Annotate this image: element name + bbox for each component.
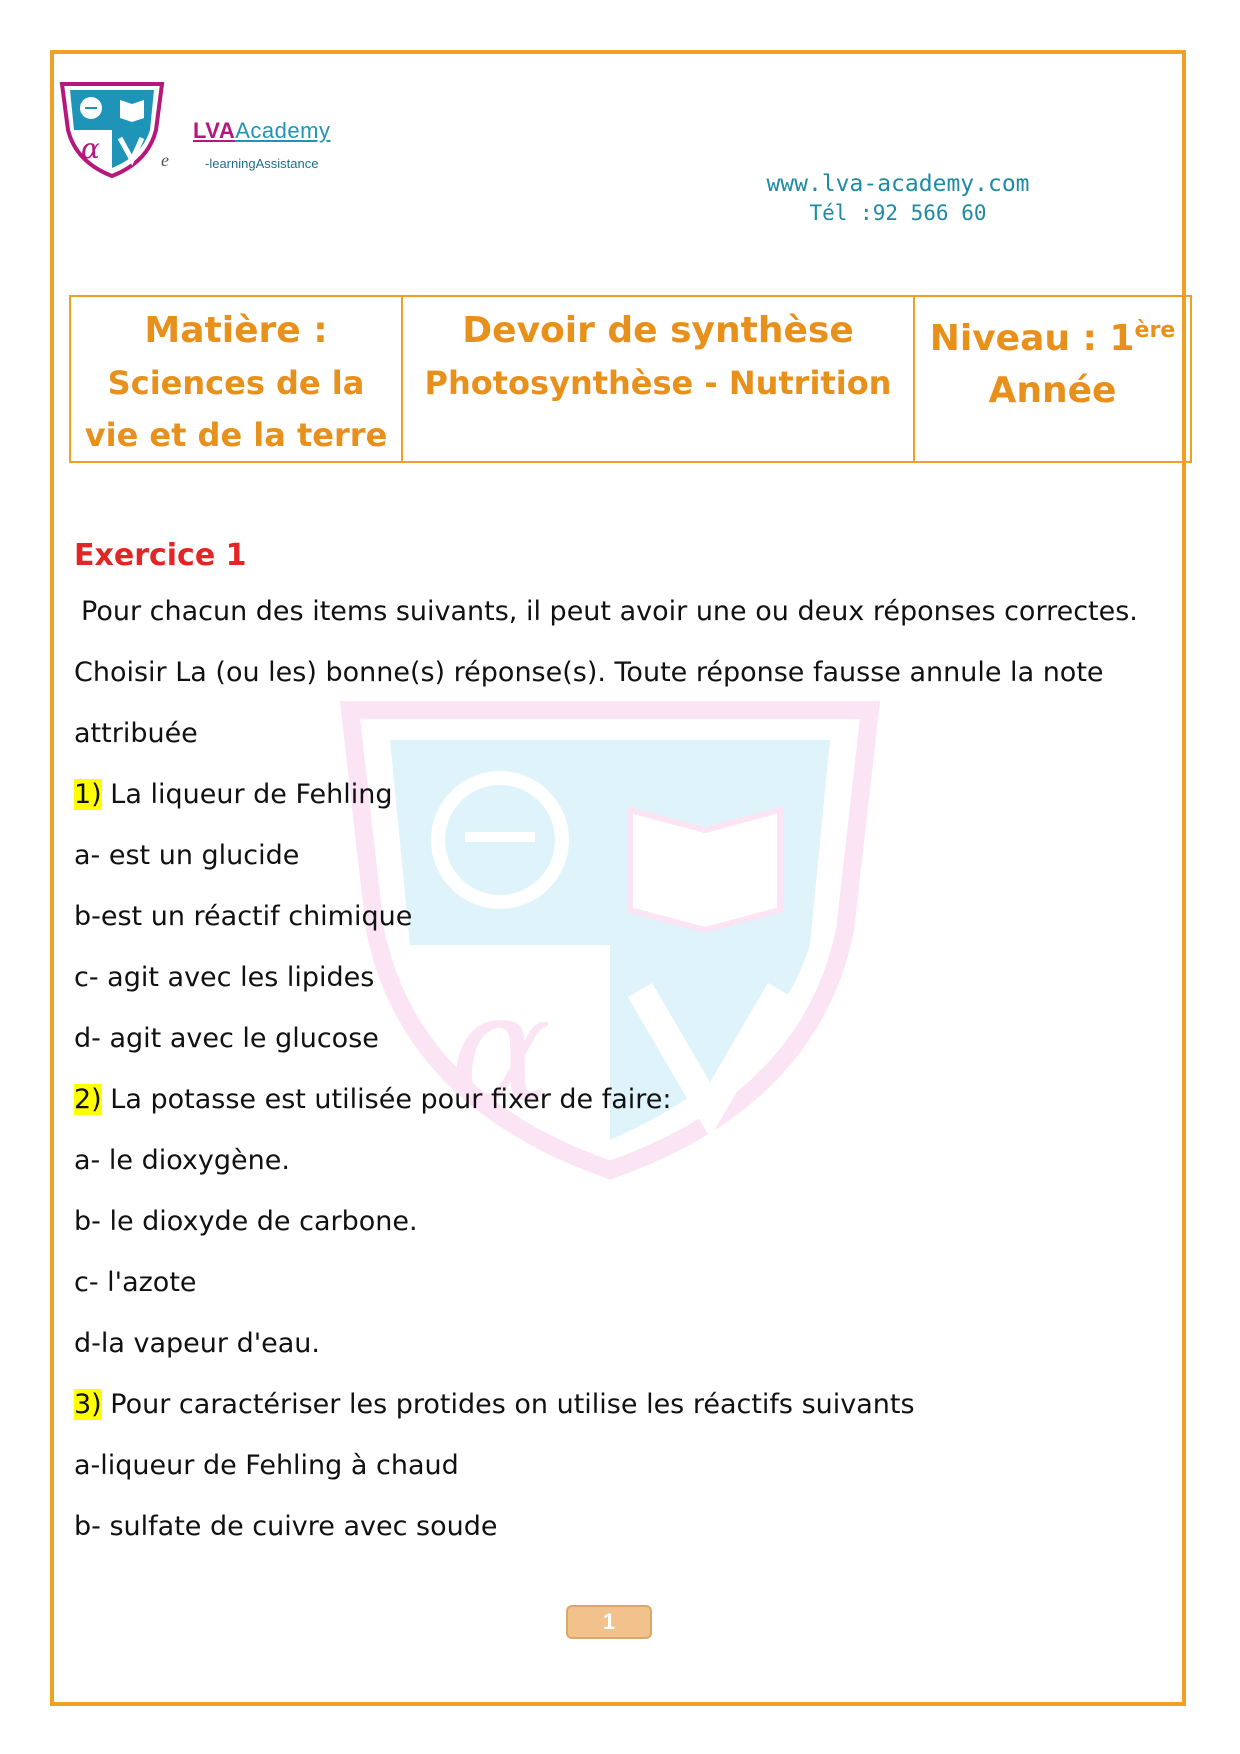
question-text: La potasse est utilisée pour fixer de faire:: [101, 1084, 672, 1115]
answer-option: b- le dioxyde de carbone.: [74, 1206, 418, 1237]
svg-text:α: α: [450, 962, 552, 1136]
brand-name: [193, 118, 330, 144]
level-superscript: ère: [1134, 318, 1176, 343]
brand-name-academy: Academy: [235, 118, 331, 143]
instruction-line-2: Choisir La (ou les) bonne(s) réponse(s). Toute réponse fausse annule la note: [74, 657, 1104, 688]
exam-title: Devoir de synthèse: [462, 310, 854, 351]
exercise-content: [74, 538, 1154, 1565]
answer-option: a-liqueur de Fehling à chaud: [74, 1450, 459, 1481]
question-number: 1): [74, 779, 102, 810]
exam-cell: [402, 296, 914, 462]
phone-number: Tél :92 566 60: [809, 201, 987, 225]
answer-option: d-la vapeur d'eau.: [74, 1328, 320, 1359]
question-3: [74, 1382, 1154, 1443]
page-number: 1: [566, 1605, 652, 1639]
subject-label: Matière :: [144, 310, 328, 351]
question-2: [74, 1077, 1154, 1138]
lva-academy-logo: [56, 78, 168, 178]
subject-line-2: Sciences de la: [107, 364, 365, 402]
answer-option: b- sulfate de cuivre avec soude: [74, 1511, 498, 1542]
brand-subtitle: -learningAssistance: [205, 156, 319, 171]
header-table: [69, 295, 1192, 463]
question-number: 3): [74, 1389, 102, 1420]
question-1: [74, 772, 1154, 833]
level-label: [921, 305, 1184, 365]
answer-option: d- agit avec le glucose: [74, 1023, 379, 1054]
exam-subtitle: Photosynthèse - Nutrition: [424, 364, 892, 402]
answer-option: a- est un glucide: [74, 840, 300, 871]
question-text: La liqueur de Fehling: [101, 779, 393, 810]
website-link[interactable]: www.lva-academy.com: [766, 171, 1030, 197]
subject-cell: [70, 296, 402, 462]
subject-line-3: vie et de la terre: [84, 416, 388, 454]
answer-option: b-est un réactif chimique: [74, 901, 413, 932]
svg-text:α: α: [81, 132, 100, 165]
exercise-title: Exercice 1: [74, 538, 247, 573]
level-text: Niveau : 1: [929, 318, 1135, 359]
question-text: Pour caractériser les protides on utilise les réactifs suivants: [101, 1389, 915, 1420]
instruction-line-3: attribuée: [74, 718, 198, 749]
answer-option: a- le dioxygène.: [74, 1145, 290, 1176]
question-number: 2): [74, 1084, 102, 1115]
brand-e-letter: e: [161, 150, 169, 170]
brand-name-lva: LVA: [193, 118, 236, 143]
level-cell: [914, 296, 1191, 462]
answer-option: c- agit avec les lipides: [74, 962, 375, 993]
answer-option: c- l'azote: [74, 1267, 197, 1298]
instruction-line-1: Pour chacun des items suivants, il peut avoir une ou deux réponses correctes.: [81, 596, 1138, 627]
level-line-2: Année: [988, 370, 1117, 411]
contact-block: [748, 171, 1048, 225]
